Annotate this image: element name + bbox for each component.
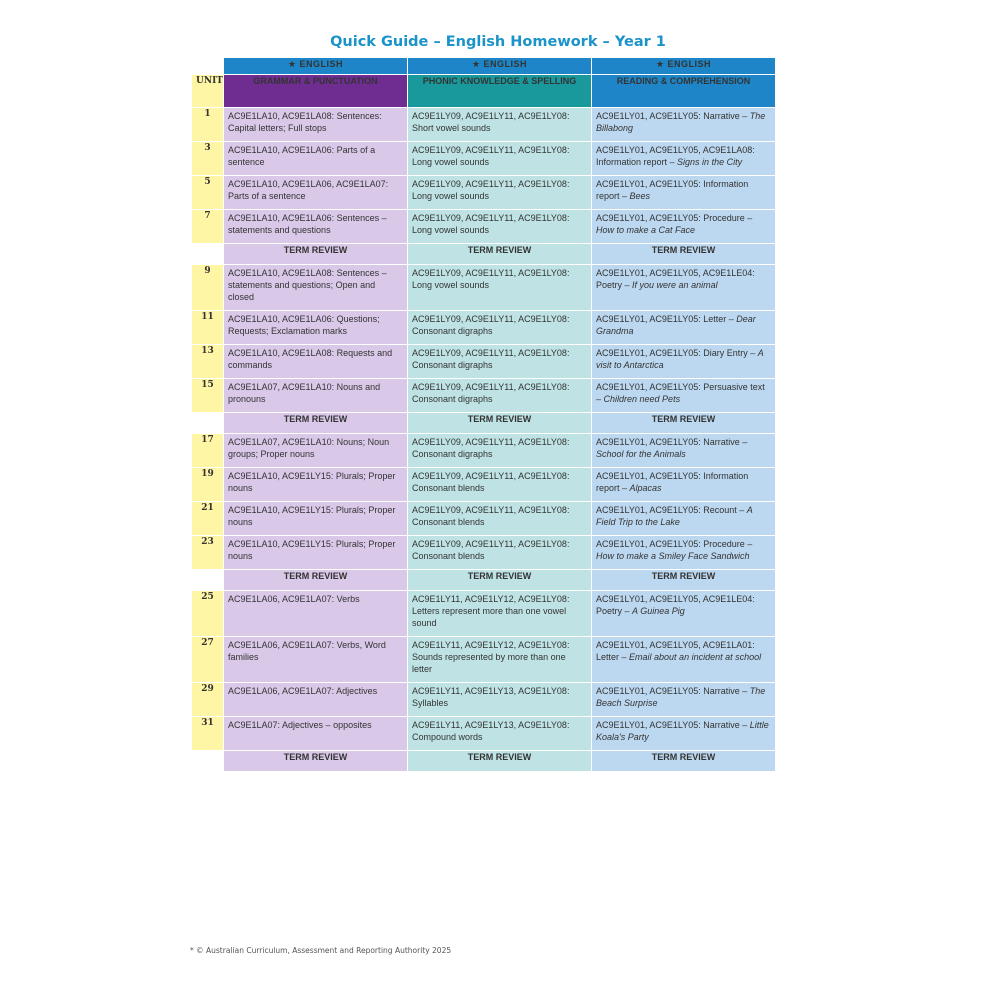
unit-row xyxy=(192,176,776,210)
grammar-cell: AC9E1LA10, AC9E1LY15: Plurals; Proper nouns xyxy=(224,502,408,536)
english-tag-reading: ★ ENGLISH xyxy=(592,58,776,75)
english-tag-phonic: ★ ENGLISH xyxy=(408,58,592,75)
term-review-grammar: TERM REVIEW xyxy=(224,244,408,265)
unit-row xyxy=(192,210,776,244)
reading-cell xyxy=(592,683,776,717)
unit-row xyxy=(192,108,776,142)
grammar-cell: AC9E1LA10, AC9E1LA06: Questions; Requests; Exclamation marks xyxy=(224,311,408,345)
unit-number: 13 xyxy=(192,345,224,379)
reading-text-title: If you were an animal xyxy=(632,280,718,290)
reading-outcomes: AC9E1LY01, AC9E1LY05, AC9E1LE04: Poetry – xyxy=(596,594,755,616)
reading-cell xyxy=(592,176,776,210)
grammar-cell: AC9E1LA10, AC9E1LY15: Plurals; Proper nouns xyxy=(224,536,408,570)
phonic-cell: AC9E1LY09, AC9E1LY11, AC9E1LY08: Consonant digraphs xyxy=(408,345,592,379)
reading-cell xyxy=(592,265,776,311)
reading-cell xyxy=(592,345,776,379)
unit-row xyxy=(192,637,776,683)
unit-row xyxy=(192,468,776,502)
reading-text-title: Email about an incident at school xyxy=(629,652,762,662)
reading-outcomes: AC9E1LY01, AC9E1LY05: Information report – xyxy=(596,471,749,493)
reading-outcomes: AC9E1LY01, AC9E1LY05: Diary Entry – xyxy=(596,348,758,358)
reading-cell xyxy=(592,502,776,536)
term-review-grammar: TERM REVIEW xyxy=(224,413,408,434)
term-review-row xyxy=(192,413,776,434)
reading-text-title: Children need Pets xyxy=(603,394,681,404)
phonic-cell: AC9E1LY09, AC9E1LY11, AC9E1LY08: Consonant blends xyxy=(408,536,592,570)
unit-row xyxy=(192,434,776,468)
reading-cell xyxy=(592,142,776,176)
page-title: Quick Guide – English Homework – Year 1 xyxy=(330,34,666,50)
term-review-reading: TERM REVIEW xyxy=(592,751,776,772)
unit-row xyxy=(192,591,776,637)
reading-outcomes: AC9E1LY01, AC9E1LY05: Procedure – xyxy=(596,539,753,549)
reading-column-header: READING & COMPREHENSION xyxy=(592,75,776,108)
unit-row xyxy=(192,683,776,717)
grammar-cell: AC9E1LA10, AC9E1LA06: Parts of a sentence xyxy=(224,142,408,176)
reading-cell xyxy=(592,379,776,413)
reading-outcomes: AC9E1LY01, AC9E1LY05: Recount – xyxy=(596,505,747,515)
unit-number: 3 xyxy=(192,142,224,176)
reading-cell xyxy=(592,434,776,468)
reading-cell xyxy=(592,717,776,751)
reading-outcomes: AC9E1LY01, AC9E1LY05, AC9E1LA01: Letter – xyxy=(596,640,755,662)
copyright-footnote: * © Australian Curriculum, Assessment and Reporting Authority 2025 xyxy=(190,946,452,955)
unit-number: 17 xyxy=(192,434,224,468)
reading-outcomes: AC9E1LY01, AC9E1LY05: Narrative – xyxy=(596,686,750,696)
english-tag-grammar: ★ ENGLISH xyxy=(224,58,408,75)
unit-row xyxy=(192,536,776,570)
phonic-cell: AC9E1LY09, AC9E1LY11, AC9E1LY08: Long vowel sounds xyxy=(408,265,592,311)
reading-outcomes: AC9E1LY01, AC9E1LY05, AC9E1LA08: Information report – xyxy=(596,145,755,167)
term-review-phonic: TERM REVIEW xyxy=(408,570,592,591)
unit-number: 31 xyxy=(192,717,224,751)
unit-row xyxy=(192,142,776,176)
reading-text-title: The Beach Surprise xyxy=(596,686,766,708)
phonic-cell: AC9E1LY11, AC9E1LY12, AC9E1LY08: Sounds represented by more than one letter xyxy=(408,637,592,683)
reading-text-title: How to make a Smiley Face Sandwich xyxy=(596,551,750,561)
phonic-cell: AC9E1LY11, AC9E1LY13, AC9E1LY08: Compound words xyxy=(408,717,592,751)
reading-text-title: How to make a Cat Face xyxy=(596,225,696,235)
term-review-grammar: TERM REVIEW xyxy=(224,751,408,772)
reading-text-title: A Guinea Pig xyxy=(632,606,685,616)
unit-number: 25 xyxy=(192,591,224,637)
unit-number: 29 xyxy=(192,683,224,717)
grammar-cell: AC9E1LA10, AC9E1LA08: Requests and commands xyxy=(224,345,408,379)
reading-cell xyxy=(592,311,776,345)
unit-column-header: UNIT xyxy=(192,75,224,108)
top-header-row xyxy=(192,58,776,75)
reading-text-title: Alpacas xyxy=(629,483,662,493)
reading-text-title: Little Koala's Party xyxy=(596,720,769,742)
phonic-column-header: PHONIC KNOWLEDGE & SPELLING xyxy=(408,75,592,108)
term-review-row xyxy=(192,751,776,772)
reading-text-title: A visit to Antarctica xyxy=(596,348,764,370)
reading-text-title: Dear Grandma xyxy=(596,314,756,336)
phonic-cell: AC9E1LY09, AC9E1LY11, AC9E1LY08: Long vowel sounds xyxy=(408,176,592,210)
grammar-cell: AC9E1LA10, AC9E1LA06: Sentences – statements and questions xyxy=(224,210,408,244)
review-blank xyxy=(192,751,224,772)
term-review-reading: TERM REVIEW xyxy=(592,570,776,591)
term-review-phonic: TERM REVIEW xyxy=(408,244,592,265)
unit-number: 15 xyxy=(192,379,224,413)
reading-cell xyxy=(592,210,776,244)
reading-outcomes: AC9E1LY01, AC9E1LY05: Procedure – xyxy=(596,213,753,223)
grammar-cell: AC9E1LA06, AC9E1LA07: Verbs xyxy=(224,591,408,637)
unit-row xyxy=(192,502,776,536)
reading-outcomes: AC9E1LY01, AC9E1LY05: Letter – xyxy=(596,314,737,324)
unit-row xyxy=(192,345,776,379)
grammar-cell: AC9E1LA06, AC9E1LA07: Verbs, Word families xyxy=(224,637,408,683)
unit-number: 9 xyxy=(192,265,224,311)
reading-text-title: Signs in the City xyxy=(677,157,743,167)
phonic-cell: AC9E1LY09, AC9E1LY11, AC9E1LY08: Consonant digraphs xyxy=(408,311,592,345)
review-blank xyxy=(192,244,224,265)
phonic-cell: AC9E1LY09, AC9E1LY11, AC9E1LY08: Consonant digraphs xyxy=(408,379,592,413)
reading-text-title: School for the Animals xyxy=(596,449,686,459)
reading-outcomes: AC9E1LY01, AC9E1LY05, AC9E1LE04: Poetry – xyxy=(596,268,755,290)
term-review-phonic: TERM REVIEW xyxy=(408,751,592,772)
unit-number: 21 xyxy=(192,502,224,536)
reading-cell xyxy=(592,591,776,637)
grammar-cell: AC9E1LA10, AC9E1LY15: Plurals; Proper nouns xyxy=(224,468,408,502)
unit-row xyxy=(192,717,776,751)
grammar-cell: AC9E1LA10, AC9E1LA08: Sentences: Capital letters; Full stops xyxy=(224,108,408,142)
grammar-cell: AC9E1LA10, AC9E1LA08: Sentences – statements and questions; Open and closed xyxy=(224,265,408,311)
reading-cell xyxy=(592,637,776,683)
phonic-cell: AC9E1LY09, AC9E1LY11, AC9E1LY08: Consonant blends xyxy=(408,502,592,536)
grammar-cell: AC9E1LA10, AC9E1LA06, AC9E1LA07: Parts of a sentence xyxy=(224,176,408,210)
review-blank xyxy=(192,570,224,591)
reading-text-title: A Field Trip to the Lake xyxy=(596,505,753,527)
unit-row xyxy=(192,265,776,311)
grammar-cell: AC9E1LA06, AC9E1LA07: Adjectives xyxy=(224,683,408,717)
unit-number: 5 xyxy=(192,176,224,210)
unit-number: 19 xyxy=(192,468,224,502)
term-review-row xyxy=(192,244,776,265)
reading-outcomes: AC9E1LY01, AC9E1LY05: Information report – xyxy=(596,179,749,201)
unit-number: 23 xyxy=(192,536,224,570)
grammar-column-header: GRAMMAR & PUNCTUATION xyxy=(224,75,408,108)
reading-text-title: The Billabong xyxy=(596,111,766,133)
reading-cell xyxy=(592,536,776,570)
unit-number: 11 xyxy=(192,311,224,345)
reading-cell xyxy=(592,108,776,142)
reading-text-title: Bees xyxy=(629,191,651,201)
unit-number: 1 xyxy=(192,108,224,142)
unit-row xyxy=(192,311,776,345)
term-review-phonic: TERM REVIEW xyxy=(408,413,592,434)
grammar-cell: AC9E1LA07, AC9E1LA10: Nouns; Noun groups; Proper nouns xyxy=(224,434,408,468)
corner-blank xyxy=(192,58,224,75)
phonic-cell: AC9E1LY09, AC9E1LY11, AC9E1LY08: Short vowel sounds xyxy=(408,108,592,142)
phonic-cell: AC9E1LY11, AC9E1LY13, AC9E1LY08: Syllables xyxy=(408,683,592,717)
column-header-row xyxy=(192,75,776,108)
phonic-cell: AC9E1LY09, AC9E1LY11, AC9E1LY08: Consonant digraphs xyxy=(408,434,592,468)
term-review-reading: TERM REVIEW xyxy=(592,244,776,265)
term-review-reading: TERM REVIEW xyxy=(592,413,776,434)
reading-cell xyxy=(592,468,776,502)
phonic-cell: AC9E1LY09, AC9E1LY11, AC9E1LY08: Long vowel sounds xyxy=(408,210,592,244)
unit-number: 27 xyxy=(192,637,224,683)
unit-row xyxy=(192,379,776,413)
quick-guide-table xyxy=(191,57,776,772)
unit-number: 7 xyxy=(192,210,224,244)
review-blank xyxy=(192,413,224,434)
reading-outcomes: AC9E1LY01, AC9E1LY05: Persuasive text – xyxy=(596,382,765,404)
reading-outcomes: AC9E1LY01, AC9E1LY05: Narrative – xyxy=(596,720,750,730)
phonic-cell: AC9E1LY09, AC9E1LY11, AC9E1LY08: Long vowel sounds xyxy=(408,142,592,176)
term-review-grammar: TERM REVIEW xyxy=(224,570,408,591)
reading-outcomes: AC9E1LY01, AC9E1LY05: Narrative – xyxy=(596,437,748,447)
reading-outcomes: AC9E1LY01, AC9E1LY05: Narrative – xyxy=(596,111,750,121)
grammar-cell: AC9E1LA07: Adjectives – opposites xyxy=(224,717,408,751)
term-review-row xyxy=(192,570,776,591)
phonic-cell: AC9E1LY11, AC9E1LY12, AC9E1LY08: Letters represent more than one vowel sound xyxy=(408,591,592,637)
grammar-cell: AC9E1LA07, AC9E1LA10: Nouns and pronouns xyxy=(224,379,408,413)
phonic-cell: AC9E1LY09, AC9E1LY11, AC9E1LY08: Consonant blends xyxy=(408,468,592,502)
